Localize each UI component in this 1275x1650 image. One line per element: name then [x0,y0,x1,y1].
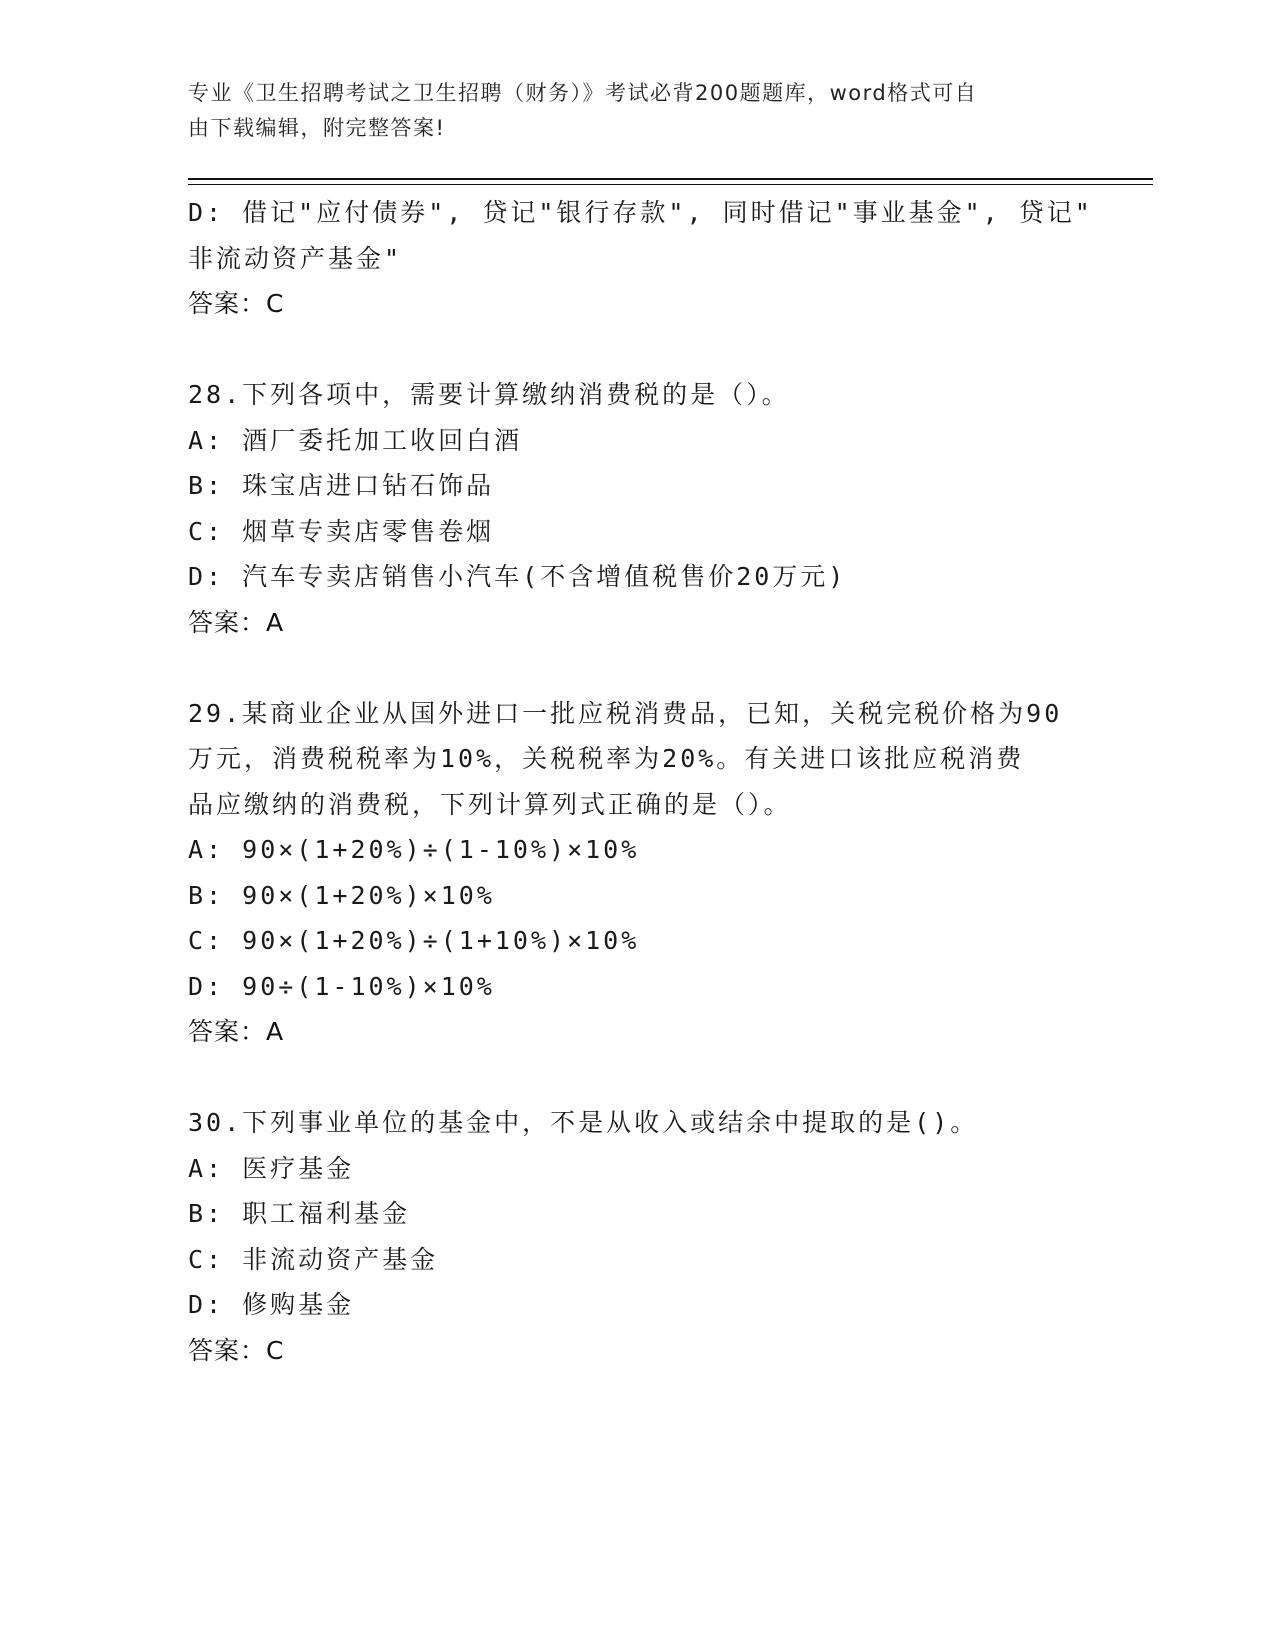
question-stem: 30.下列事业单位的基金中，不是从收入或结余中提取的是()。 [188,1108,979,1137]
question-30 [188,1100,1088,1373]
spacer [188,327,1088,373]
option-c: C: 烟草专卖店零售卷烟 [188,516,495,546]
question-stem: 品应缴纳的消费税，下列计算列式正确的是（）。 [188,789,792,819]
previous-question-continuation [188,190,1093,327]
option-a: A: 酒厂委托加工收回白酒 [188,425,523,455]
answer-line: 答案：A [188,607,285,637]
question-28 [188,372,1088,645]
answer-line: 答案：C [188,289,285,318]
question-stem: 29.某商业企业从国外进口一批应税消费品，已知，关税完税价格为90 [188,698,1063,728]
header-line-2: 由下载编辑，附完整答案! [188,116,446,140]
header-line-1: 专业《卫生招聘考试之卫生招聘（财务）》考试必背200题题库，word格式可自 [188,81,978,105]
header-divider-thick [188,178,1153,180]
document-body [188,190,1093,1373]
option-a: A: 90×(1+20%)÷(1-10%)×10% [188,835,640,864]
option-d-line-1: D: 借记"应付债券", 贷记"银行存款", 同时借记"事业基金", 贷记" [188,198,1093,227]
question-29 [188,691,1088,1055]
spacer [188,645,1088,691]
question-stem: 万元，消费税税率为10%，关税税率为20%。有关进口该批应税消费 [188,744,1025,773]
option-c: C: 90×(1+20%)÷(1+10%)×10% [188,926,640,955]
option-b: B: 珠宝店进口钻石饰品 [188,471,495,500]
option-b: B: 职工福利基金 [188,1199,411,1228]
option-d: D: 修购基金 [188,1290,355,1319]
option-a: A: 医疗基金 [188,1153,355,1183]
option-b: B: 90×(1+20%)×10% [188,880,495,910]
answer-line: 答案：C [188,1335,285,1365]
spacer [188,1055,1088,1101]
question-stem: 28.下列各项中，需要计算缴纳消费税的是（）。 [188,380,790,409]
option-d: D: 汽车专卖店销售小汽车(不含增值税售价20万元) [188,562,847,591]
header-divider-thin [188,184,1153,185]
option-c: C: 非流动资产基金 [188,1244,439,1274]
option-d: D: 90÷(1-10%)×10% [188,971,495,1001]
option-d-line-2: 非流动资产基金" [188,243,403,273]
answer-line: 答案：A [188,1017,285,1046]
document-header [188,76,1088,146]
